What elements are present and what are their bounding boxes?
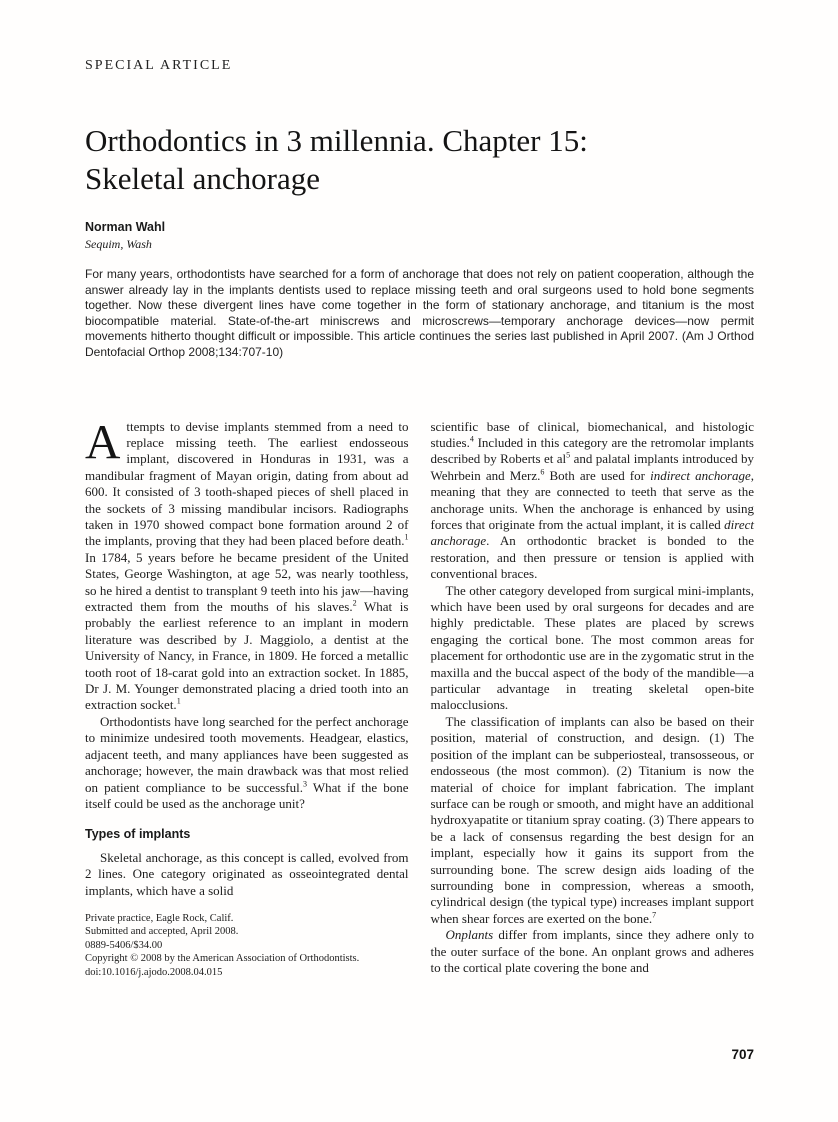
footnote-issn-price: 0889-5406/$34.00 [85,939,163,951]
footnote-affiliation: Private practice, Eagle Rock, Calif. [85,912,234,924]
paragraph-intro [85,413,409,714]
footnote-copyright: Copyright © 2008 by the American Association of Orthodontists. [85,953,360,965]
paragraph-onplants: Onplants differ from implants, since they adhere only to the outer surface of the bone. An onplant grows and adheres to the cortical plate covering the bone and [430,927,754,975]
article-title [85,122,754,198]
author-location: Sequim, Wash [85,237,152,251]
footnote-submission: Submitted and accepted, April 2008. [85,926,239,938]
section-heading-types-of-implants: Types of implants [85,827,191,842]
paragraph-intro-text: ttempts to devise implants stemmed from a need to replace missing teeth. The earliest endosseous implant, discovered in Honduras in 1931, was a mandibular fragment of Mayan origin, dating from about ad 600. It consisted of 3 tooth-shaped pieces of shell placed in the sockets of 3 missing mandibular incisors. Radiographs taken in 1970 showed compact bone formation around 2 of the implants, proving that they had been placed before death.$^1$ In 1784, 5 years before he became president of the United States, George Washington, at age 52, was nearly toothless, so he hired a dentist to transplant 9 teeth into his jaw—having extracted them from the mouths of his slaves.$^2$ What is probably the earliest reference to an implant in modern literature was described by J. Maggiolo, a dentist at the University of Nancy, in France, in 1809. He forced a metallic tooth root of 18-carat gold into an extraction socket. In 1885, Dr J. M. Younger demonstrated placing a dried tooth into an extraction socket.$^1$ [85,418,409,713]
page-number: 707 [731,1047,754,1062]
paragraph-anchorage-search: Orthodontists have long searched for the perfect anchorage to minimize undesired tooth movements. Headgear, elastics, adjacent teeth, and many appliances have been suggested as anchorage; however, the main drawback was that most relied on patient compliance to be successful.$^3$ What if the bone itself could be used as the anchorage unit? [85,713,409,811]
body-columns [85,413,754,980]
paragraph-skeletal-anchorage: Skeletal anchorage, as this concept is called, evolved from 2 lines. One category originated as osseointegrated dental implants, which have a solid [85,849,409,898]
footnote-block [85,912,409,980]
paragraph-classification: The classification of implants can also be based on their position, material of construction, and design. (1) The position of the implant can be subperiosteal, transosseous, or endosseous (the most common). (2) Titanium is now the material of choice for implant fabrication. The implant surface can be rough or smooth, and might have an additional hydroxyapatite or titanium spray coating. (3) There appears to be a lack of consensus regarding the best design for an implant, especially how it gains its support from the surrounding bone. The screw design aids loading of the surrounding bone in compression, whereas a smooth, cylindrical design (the typical type) increases implant support when shear forces are exerted on the bone.$^7$ [430,713,754,926]
abstract-text: For many years, orthodontists have searched for a form of anchorage that does not rely on patient cooperation, although the answer already lay in the implants dentists used to replace missing teeth and oral surgeons used to hold bone segments together. Now these divergent lines have come together in the form of stationary anchorage, and titanium is the most biocompatible material. State-of-the-art miniscrews and microscrews—temporary anchorage devices—now permit movements hitherto thought difficult or impossible. This article continues the series last published in April 2007. (Am J Orthod Dentofacial Orthop 2008;134:707-10) [85,267,754,359]
footnote-doi: doi:10.1016/j.ajodo.2008.04.015 [85,966,223,978]
paragraph-mini-implants: The other category developed from surgical mini-implants, which have been used by oral surgeons for decades and are highly predictable. These plates are placed by screws engaging the cortical bone. The most common areas for placement for orthodontic use are in the zygomatic strut in the maxilla and the buccal aspect of the body of the mandible—a particular advantage in treating skeletal open-bite malocclusions. [430,582,754,713]
left-column [85,413,409,980]
dropcap-letter: A [85,413,121,469]
paragraph-scientific-base: scientific base of clinical, biomechanical, and histologic studies.$^4$ Included in this category are the retromolar implants described by Roberts et $al^5$ and palatal implants introduced by Wehrbein and Merz.$^6$ Both are used for indirect anchorage, meaning that they are connected to teeth that serve as the anchorage units. When the anchorage is enhanced by using forces that originate from the actual implant, it is called direct anchorage. An orthodontic bracket is bonded to the restoration, and then pressure or tension is applied with conventional braces. [430,418,754,582]
right-column [431,419,755,980]
article-header [85,58,754,361]
section-kicker: SPECIAL ARTICLE [85,58,233,73]
title-line-1: Orthodontics in 3 millennia. Chapter 15: [85,123,588,158]
author-name: Norman Wahl [85,220,166,234]
title-line-2: Skeletal anchorage [85,161,320,196]
